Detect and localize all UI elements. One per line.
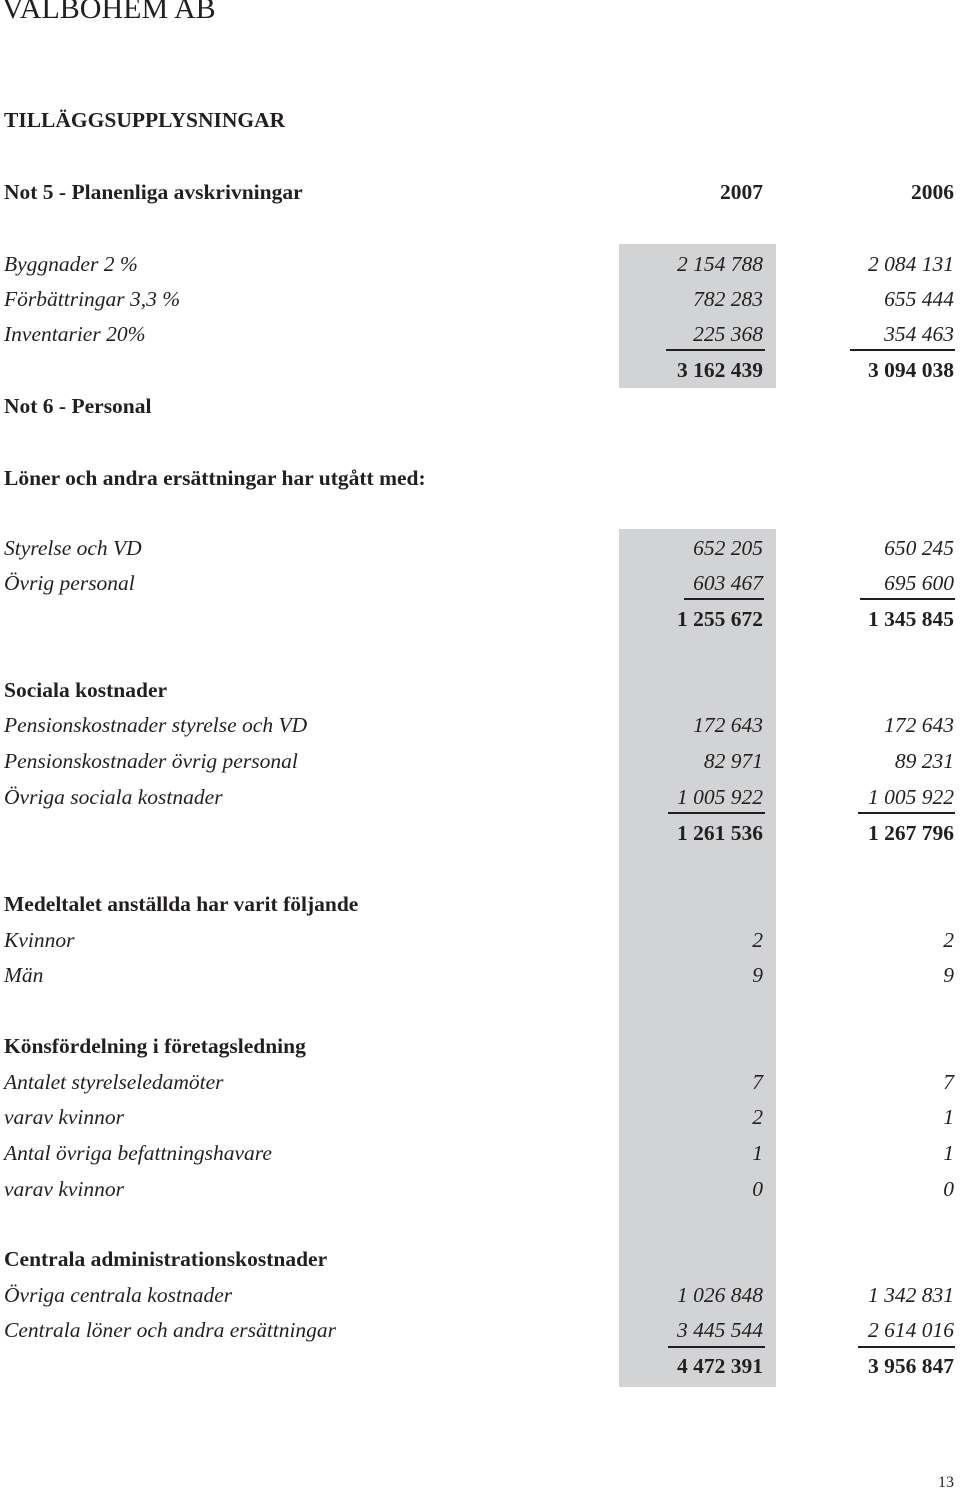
total-2007: 1 261 536 (677, 821, 763, 845)
note6-title-row (0, 390, 960, 422)
value-2006: 172 643 (884, 713, 954, 737)
row-label: Kvinnor (4, 928, 75, 952)
year-2007-header: 2007 (720, 180, 763, 204)
row-label: Övriga sociala kostnader (4, 785, 223, 809)
value-2007: 603 467 (693, 571, 763, 595)
subtotal-underline (666, 349, 765, 351)
value-2007: 225 368 (693, 322, 763, 346)
note5-header-row (0, 176, 960, 208)
row-label: Män (4, 963, 44, 987)
subtotal-underline (858, 1346, 955, 1348)
value-2006: 2 614 016 (868, 1318, 954, 1342)
total-2007: 3 162 439 (677, 358, 763, 382)
year-2006-header: 2006 (911, 180, 954, 204)
table-row (0, 567, 960, 599)
value-2006: 89 231 (894, 749, 954, 773)
social-costs-title: Sociala kostnader (4, 678, 168, 702)
value-2007: 172 643 (693, 713, 763, 737)
row-label: Pensionskostnader styrelse och VD (4, 713, 308, 737)
table-row (0, 1066, 960, 1098)
value-2007: 0 (752, 1177, 763, 1201)
table-row (0, 1314, 960, 1346)
value-2006: 1 342 831 (868, 1283, 954, 1307)
section-title-row (0, 888, 960, 920)
total-row (0, 817, 960, 849)
row-label: Övrig personal (4, 571, 135, 595)
page-heading: TILLÄGGSUPPLYSNINGAR (4, 108, 286, 132)
note5-title: Not 5 - Planenliga avskrivningar (4, 180, 303, 204)
subtotal-underline (860, 598, 955, 600)
value-2007: 82 971 (703, 749, 763, 773)
value-2006: 2 084 131 (868, 252, 954, 276)
table-row (0, 1279, 960, 1311)
row-label: Övriga centrala kostnader (4, 1283, 233, 1307)
company-name: VALBOHEM AB (2, 0, 216, 25)
value-2006: 354 463 (884, 322, 954, 346)
row-label: Byggnader 2 % (4, 252, 138, 276)
value-2007: 1 026 848 (677, 1283, 763, 1307)
table-row (0, 781, 960, 813)
total-2007: 4 472 391 (677, 1354, 763, 1378)
table-row (0, 248, 960, 280)
section-title-row (0, 1243, 960, 1275)
value-2006: 1 005 922 (868, 785, 954, 809)
subtotal-underline (668, 812, 765, 814)
central-costs-title: Centrala administrationskostnader (4, 1247, 328, 1271)
total-row (0, 354, 960, 386)
value-2006: 650 245 (884, 536, 954, 560)
row-label: Antalet styrelseledamöter (4, 1070, 224, 1094)
value-2006: 1 (943, 1105, 954, 1129)
table-row (0, 318, 960, 350)
value-2007: 2 154 788 (677, 252, 763, 276)
section-title-row (0, 462, 960, 494)
gender-title: Könsfördelning i företagsledning (4, 1034, 306, 1058)
section-title-row (0, 674, 960, 706)
row-label: Inventarier 20% (4, 322, 146, 346)
salaries-title: Löner och andra ersättningar har utgått med: (4, 466, 426, 490)
row-label: varav kvinnor (4, 1105, 125, 1129)
total-row (0, 603, 960, 635)
value-2007: 9 (752, 963, 763, 987)
row-label: Pensionskostnader övrig personal (4, 749, 298, 773)
table-row (0, 745, 960, 777)
value-2007: 1 005 922 (677, 785, 763, 809)
row-label: Styrelse och VD (4, 536, 142, 560)
table-row (0, 1137, 960, 1169)
row-label: Förbättringar 3,3 % (4, 287, 181, 311)
total-2006: 3 956 847 (868, 1354, 954, 1378)
total-2006: 3 094 038 (868, 358, 954, 382)
table-row (0, 924, 960, 956)
table-row (0, 1173, 960, 1205)
total-2006: 1 345 845 (868, 607, 954, 631)
table-row (0, 959, 960, 991)
table-row (0, 283, 960, 315)
value-2007: 7 (752, 1070, 763, 1094)
value-2006: 0 (943, 1177, 954, 1201)
subtotal-underline (858, 812, 955, 814)
subtotal-underline (850, 349, 955, 351)
avg-employees-title: Medeltalet anställda har varit följande (4, 892, 359, 916)
value-2007: 782 283 (693, 287, 763, 311)
value-2007: 3 445 544 (677, 1318, 763, 1342)
total-2007: 1 255 672 (677, 607, 763, 631)
value-2006: 7 (943, 1070, 954, 1094)
row-label: Centrala löner och andra ersättningar (4, 1318, 337, 1342)
value-2006: 1 (943, 1141, 954, 1165)
row-label: Antal övriga befattningshavare (4, 1141, 272, 1165)
total-row (0, 1350, 960, 1382)
section-title-row (0, 1030, 960, 1062)
subtotal-underline (668, 1346, 765, 1348)
value-2007: 2 (752, 1105, 763, 1129)
row-label: varav kvinnor (4, 1177, 125, 1201)
subtotal-underline (684, 598, 764, 600)
table-row (0, 532, 960, 564)
total-2006: 1 267 796 (868, 821, 954, 845)
value-2007: 652 205 (693, 536, 763, 560)
value-2006: 2 (943, 928, 954, 952)
value-2006: 695 600 (884, 571, 954, 595)
value-2006: 9 (943, 963, 954, 987)
value-2007: 2 (752, 928, 763, 952)
page-number: 13 (938, 1474, 954, 1491)
value-2006: 655 444 (884, 287, 954, 311)
table-row (0, 1101, 960, 1133)
table-row (0, 709, 960, 741)
note6-title: Not 6 - Personal (4, 394, 152, 418)
value-2007: 1 (752, 1141, 763, 1165)
